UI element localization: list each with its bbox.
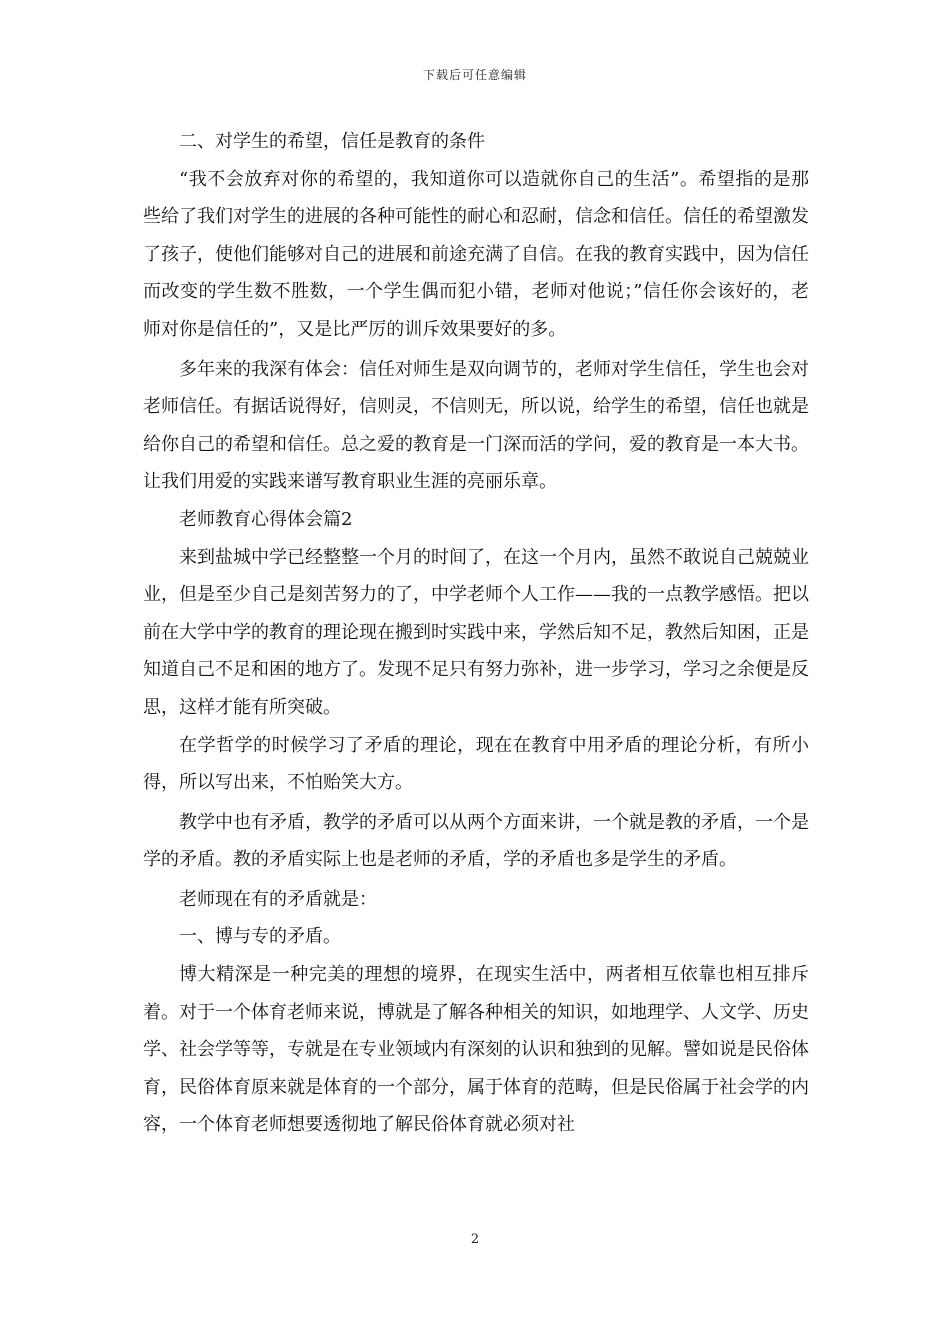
paragraph: 教学中也有矛盾，教学的矛盾可以从两个方面来讲，一个就是教的矛盾，一个是学的矛盾。教的矛盾实际上也是老师的矛盾，学的矛盾也多是学生的矛盾。 [143, 811, 809, 871]
paragraph: “我不会放弃对你的希望的，我知道你可以造就你自己的生活”。希望指的是那些给了我们对学生的进展的各种可能性的耐心和忍耐，信念和信任。信任的希望激发了孩子，使他们能够对自己的进展和前途充满了自信。在我的教育实践中，因为信任而改变的学生数不胜数，一个学生偶而犯小错，老师对他说；”信任你会该好的，老师对你是信任的”，又是比严厉的训斥效果要好的多。 [143, 168, 809, 340]
paragraph: 多年来的我深有体会：信任对师生是双向调节的，老师对学生信任，学生也会对老师信任。有据话说得好，信则灵，不信则无，所以说，给学生的希望，信任也就是给你自己的希望和信任。总之爱的教育是一门深而活的学问，爱的教育是一本大书。让我们用爱的实践来谱写教育职业生涯的亮丽乐章。 [143, 358, 809, 493]
section-heading: 一、博与专的矛盾。 [179, 926, 341, 948]
paragraph: 来到盐城中学已经整整一个月的时间了，在这一个月内，虽然不敢说自己兢兢业业，但是至少自己是刻苦努力的了，中学老师个人工作——我的一点教学感悟。把以前在大学中学的教育的理论现在搬到时实践中来，学然后知不足，教然后知困，正是知道自己不足和困的地方了。发现不足只有努力弥补，进一步学习，学习之余便是反思，这样才能有所突破。 [143, 546, 809, 718]
document-body [143, 123, 809, 1144]
page-header: 下载后可任意编辑 [422, 68, 527, 82]
page-number: 2 [470, 1232, 480, 1247]
article-title: 老师教育心得体会篇2 [179, 508, 353, 530]
section-heading: 二、对学生的希望，信任是教育的条件 [179, 131, 485, 152]
paragraph: 老师现在有的矛盾就是： [179, 888, 377, 910]
paragraph: 博大精深是一种完美的理想的境界，在现实生活中，两者相互依靠也相互排斥着。对于一个体育老师来说，博就是了解各种相关的知识，如地理学、人文学、历史学、社会学等等，专就是在专业领域内有深刻的认识和独到的见解。譬如说是民俗体育，民俗体育原来就是体育的一个部分，属于体育的范畴，但是民俗属于社会学的内容，一个体育老师想要透彻地了解民俗体育就必须对社 [143, 964, 809, 1136]
paragraph: 在学哲学的时候学习了矛盾的理论，现在在教育中用矛盾的理论分析，有所小得，所以写出来，不怕贻笑大方。 [143, 734, 809, 794]
